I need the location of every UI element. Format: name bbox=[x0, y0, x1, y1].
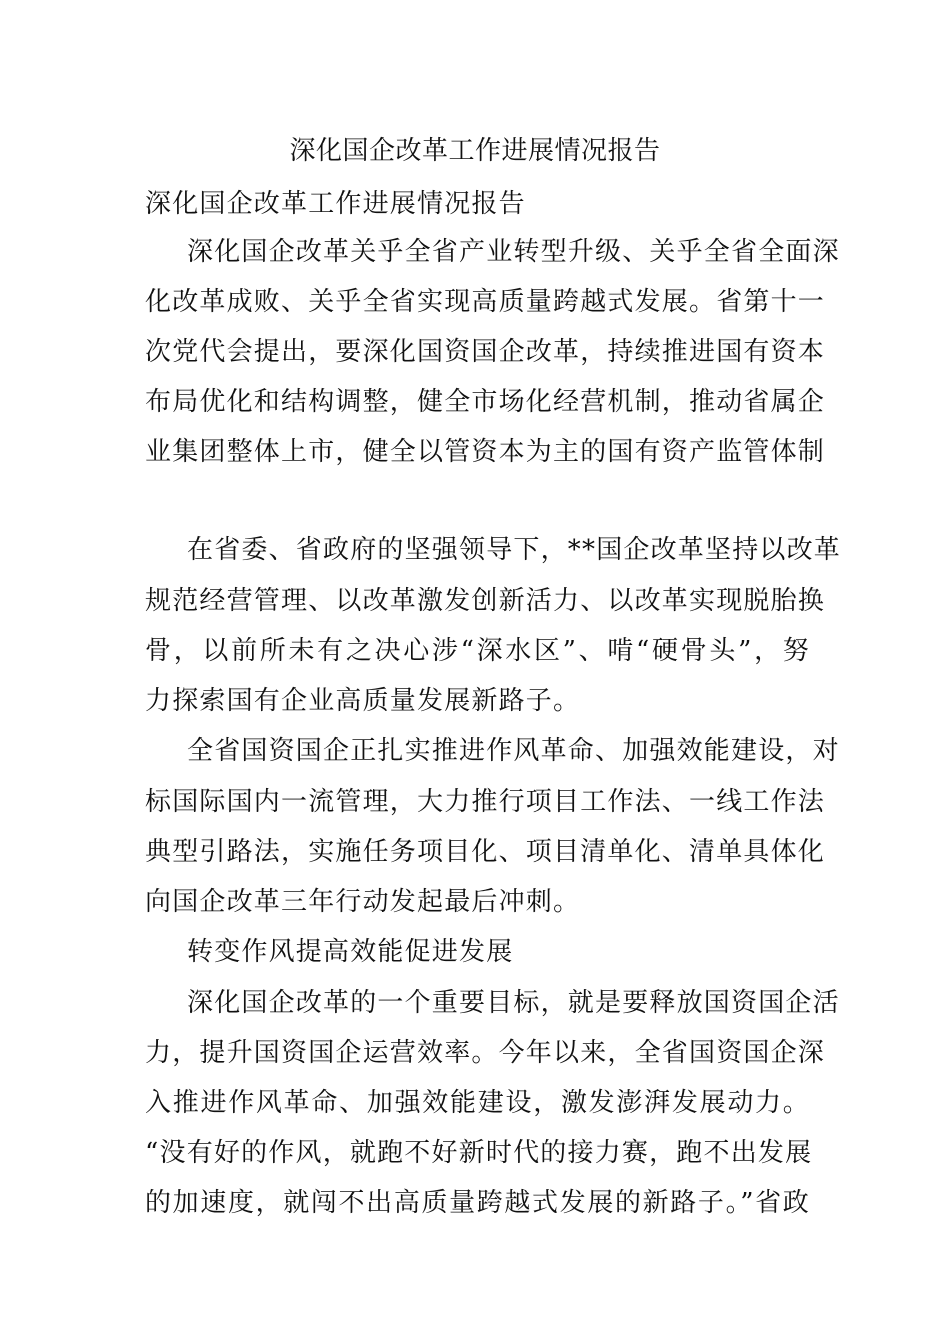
paragraph-line: 力，提升国资国企运营效率。今年以来，全省国资国企深 bbox=[145, 1038, 826, 1068]
paragraph-line: 次党代会提出，要深化国资国企改革，持续推进国有资本 bbox=[145, 337, 826, 367]
document-title: 深化国企改革工作进展情况报告 bbox=[289, 136, 661, 166]
paragraph-line: 力探索国有企业高质量发展新路子。 bbox=[145, 686, 581, 716]
paragraph-line: 化改革成败、关乎全省实现高质量跨越式发展。省第十一 bbox=[145, 287, 826, 317]
paragraph-line: 在省委、省政府的坚强领导下，**国企改革坚持以改革 bbox=[187, 535, 842, 565]
paragraph-line: 深化国企改革的一个重要目标，就是要释放国资国企活 bbox=[187, 988, 840, 1018]
paragraph-line: 典型引路法，实施任务项目化、项目清单化、清单具体化 bbox=[145, 837, 826, 867]
paragraph-line: 规范经营管理、以改革激发创新活力、以改革实现脱胎换 bbox=[145, 586, 826, 616]
paragraph-line: 深化国企改革关乎全省产业转型升级、关乎全省全面深 bbox=[187, 237, 840, 267]
paragraph-line: 全省国资国企正扎实推进作风革命、加强效能建设，对 bbox=[187, 736, 840, 766]
paragraph-line: 骨，以前所未有之决心涉“深水区”、啃“硬骨头”，努 bbox=[145, 636, 810, 666]
paragraph-line: 向国企改革三年行动发起最后冲刺。 bbox=[145, 887, 581, 917]
paragraph-line: “没有好的作风，就跑不好新时代的接力赛，跑不出发展 bbox=[145, 1138, 813, 1168]
document-subtitle: 深化国企改革工作进展情况报告 bbox=[145, 189, 526, 219]
paragraph-line: 标国际国内一流管理，大力推行项目工作法、一线工作法 bbox=[145, 787, 826, 817]
paragraph-line: 业集团整体上市，健全以管资本为主的国有资产监管体制 bbox=[145, 437, 826, 467]
section-heading: 转变作风提高效能促进发展 bbox=[187, 937, 514, 967]
paragraph-line: 布局优化和结构调整，健全市场化经营机制，推动省属企 bbox=[145, 387, 826, 417]
paragraph-line: 的加速度，就闯不出高质量跨越式发展的新路子。”省政 bbox=[145, 1188, 810, 1218]
paragraph-line: 入推进作风革命、加强效能建设，激发澎湃发展动力。 bbox=[145, 1088, 810, 1118]
